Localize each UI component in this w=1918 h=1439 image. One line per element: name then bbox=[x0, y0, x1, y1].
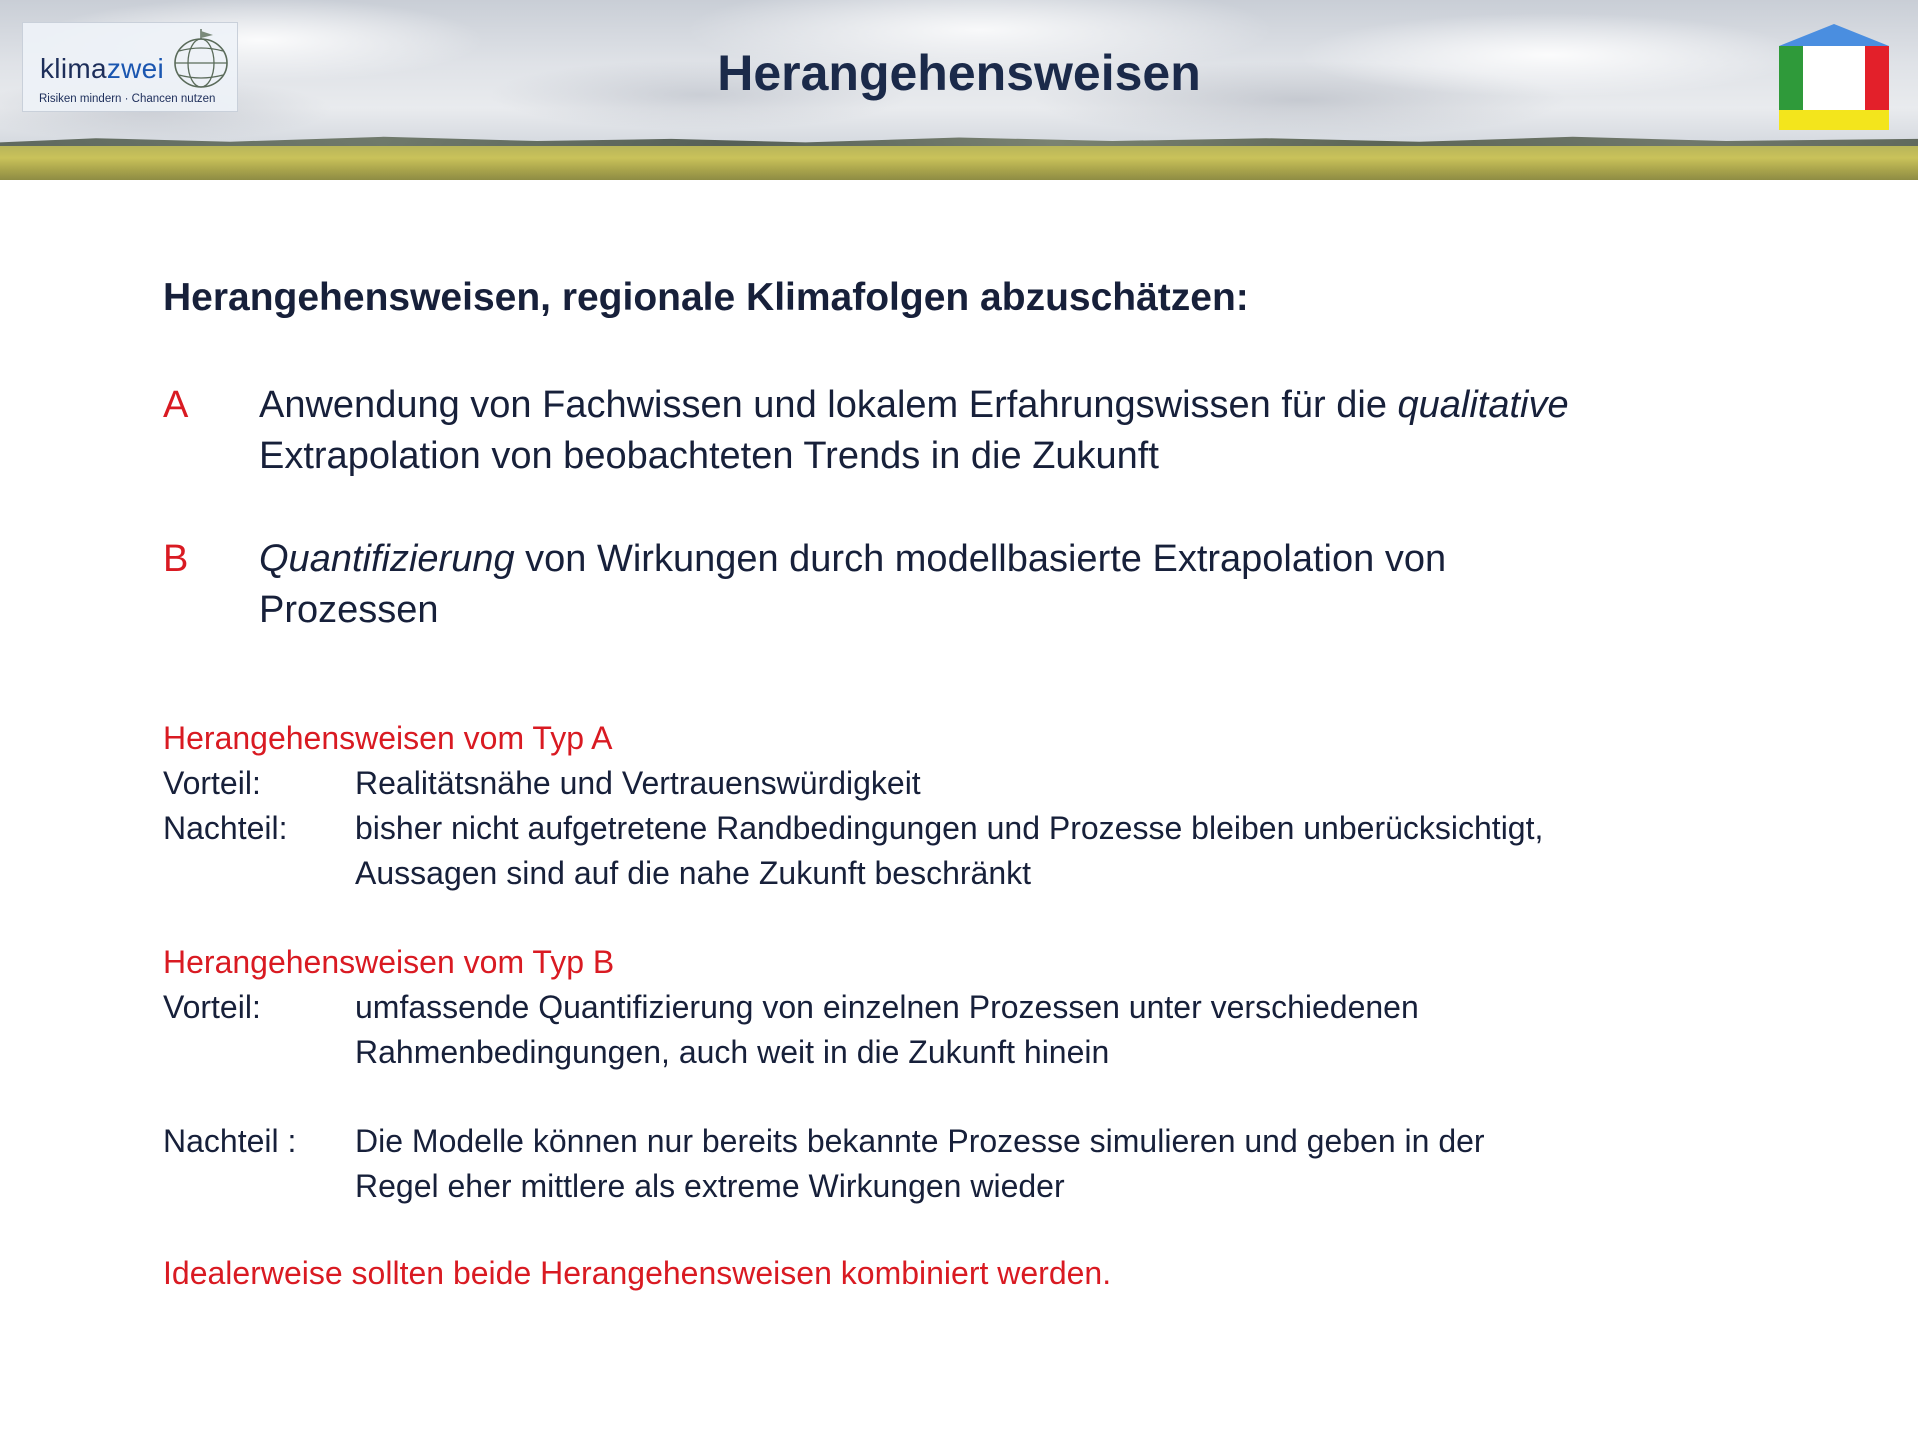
type-b-heading: Herangehensweisen vom Typ B bbox=[163, 944, 615, 980]
disadvantage-label: Nachteil: bbox=[163, 810, 288, 846]
type-a-disadvantage-cont bbox=[163, 851, 1763, 896]
section-heading: Herangehensweisen, regionale Klimafolgen abzuschätzen: bbox=[163, 276, 1249, 319]
advantage-text: umfassende Quantifizierung von einzelnen Prozessen unter verschiedenen bbox=[355, 989, 1419, 1025]
spacer bbox=[163, 1075, 1763, 1119]
disadvantage-text: Aussagen sind auf die nahe Zukunft beschränkt bbox=[355, 855, 1031, 891]
advantage-text: Rahmenbedingungen, auch weit in die Zukunft hinein bbox=[355, 1034, 1110, 1070]
advantage-label: Vorteil: bbox=[163, 765, 261, 801]
type-a-heading: Herangehensweisen vom Typ A bbox=[163, 720, 613, 756]
advantage-text: Realitätsnähe und Vertrauenswürdigkeit bbox=[355, 765, 921, 801]
type-b-disadvantage-cont bbox=[163, 1164, 1763, 1209]
disadvantage-text: Regel eher mittlere als extreme Wirkungen wieder bbox=[355, 1168, 1065, 1204]
type-b-advantage-cont bbox=[163, 1030, 1763, 1075]
conclusion-text: Idealerweise sollten beide Herangehensweisen kombiniert werden. bbox=[163, 1255, 1112, 1291]
approach-text: Quantifizierung von Wirkungen durch modellbasierte Extrapolation von Prozessen bbox=[259, 538, 1447, 631]
type-b-advantage bbox=[163, 985, 1763, 1030]
page-title: Herangehensweisen bbox=[717, 45, 1201, 101]
header-banner bbox=[0, 0, 1918, 180]
logo-tagline: Risiken mindern · Chancen nutzen bbox=[39, 93, 216, 105]
type-b-section bbox=[163, 940, 1763, 1209]
disadvantage-text: Die Modelle können nur bereits bekannte Prozesse simulieren und geben in der bbox=[355, 1123, 1485, 1159]
disadvantage-text: bisher nicht aufgetretene Randbedingungen und Prozesse bleiben unberücksichtigt, bbox=[355, 810, 1544, 846]
type-a-disadvantage bbox=[163, 806, 1763, 851]
approach-text: Anwendung von Fachwissen und lokalem Erfahrungswissen für die qualitative Extrapolation von beobachteten Trends in die Zukunft bbox=[259, 384, 1569, 477]
type-a-section bbox=[163, 716, 1763, 896]
approach-letter: B bbox=[163, 538, 189, 580]
type-b-disadvantage bbox=[163, 1119, 1763, 1164]
banner-field bbox=[0, 146, 1918, 180]
approach-letter: A bbox=[163, 384, 189, 426]
advantage-label: Vorteil: bbox=[163, 989, 261, 1025]
logo-wordmark: klimazwei bbox=[40, 53, 165, 84]
disadvantage-label: Nachteil : bbox=[163, 1123, 297, 1159]
type-a-advantage bbox=[163, 761, 1763, 806]
house-icon bbox=[1779, 24, 1889, 132]
